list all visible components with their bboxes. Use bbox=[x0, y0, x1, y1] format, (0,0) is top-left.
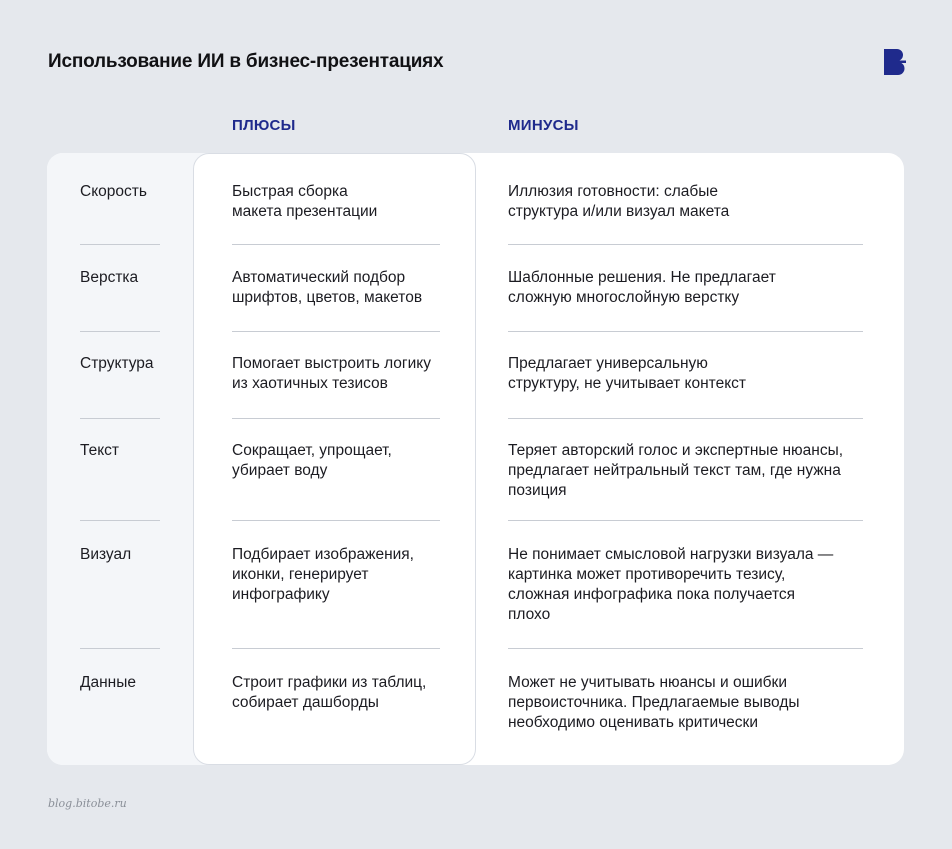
row-label-speed: Скорость bbox=[80, 183, 147, 200]
source-link[interactable]: blog.bitobe.ru bbox=[48, 797, 127, 810]
row-divider bbox=[508, 244, 863, 245]
row-divider bbox=[80, 418, 160, 419]
row-divider bbox=[508, 520, 863, 521]
row-pros-layout: Автоматический подбор шрифтов, цветов, макетов bbox=[232, 269, 423, 306]
row-label-text: Текст bbox=[80, 442, 120, 459]
row-divider bbox=[232, 520, 440, 521]
row-divider bbox=[508, 648, 863, 649]
row-divider bbox=[232, 331, 440, 332]
row-pros-text: Сокращает, упрощает, убирает воду bbox=[232, 442, 392, 479]
cons-column-header: МИНУСЫ bbox=[508, 117, 579, 134]
row-cons-data: Может не учитывать нюансы и ошибки первоисточника. Предлагаемые выводы необходимо оценивать критически bbox=[508, 674, 800, 731]
row-label-data: Данные bbox=[80, 674, 136, 691]
row-label-structure: Структура bbox=[80, 355, 154, 372]
row-divider bbox=[232, 244, 440, 245]
row-label-layout: Верстка bbox=[80, 269, 139, 286]
row-pros-data: Строит графики из таблиц, собирает дашборды bbox=[232, 674, 427, 711]
row-divider bbox=[80, 244, 160, 245]
pros-column-header: ПЛЮСЫ bbox=[232, 117, 296, 134]
row-divider bbox=[232, 648, 440, 649]
row-pros-speed: Быстрая сборка макета презентации bbox=[232, 183, 378, 220]
comparison-table bbox=[47, 153, 904, 765]
row-divider bbox=[80, 331, 160, 332]
row-divider bbox=[80, 520, 160, 521]
row-divider bbox=[80, 648, 160, 649]
row-label-visual: Визуал bbox=[80, 546, 132, 563]
row-pros-visual: Подбирает изображения, иконки, генерирует инфографику bbox=[232, 546, 414, 603]
row-cons-speed: Иллюзия готовности: слабые структура и/или визуал макета bbox=[508, 183, 730, 220]
b-letter-logo-icon bbox=[884, 49, 906, 75]
row-divider bbox=[232, 418, 440, 419]
row-divider bbox=[508, 331, 863, 332]
row-cons-structure: Предлагает универсальную структуру, не учитывает контекст bbox=[508, 355, 746, 392]
row-pros-structure: Помогает выстроить логику из хаотичных тезисов bbox=[232, 355, 431, 392]
page-title: Использование ИИ в бизнес-презентациях bbox=[48, 51, 444, 72]
row-cons-text: Теряет авторский голос и экспертные нюансы, предлагает нейтральный текст там, где нужна позиция bbox=[508, 442, 844, 499]
row-divider bbox=[508, 418, 863, 419]
row-cons-layout: Шаблонные решения. Не предлагает сложную многослойную верстку bbox=[508, 269, 776, 306]
row-cons-visual: Не понимает смысловой нагрузки визуала — картинка может противоречить тезису, сложная инфографика пока получается плохо bbox=[508, 546, 834, 623]
